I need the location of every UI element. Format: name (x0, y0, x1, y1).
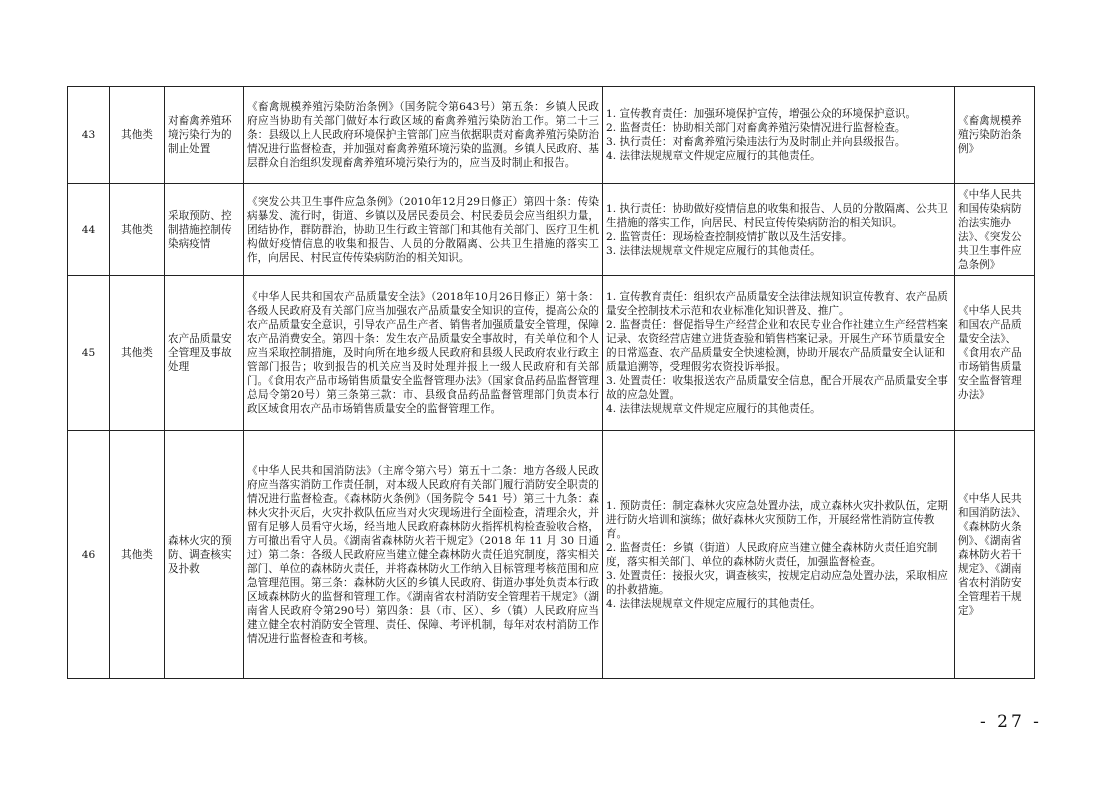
row-legal-basis: 《突发公共卫生事件应急条例》（2010年12月29日修正）第四十条：传染病暴发、流行时，街道、乡镇以及居民委员会、村民委员会应当组织力量，团结协作，群防群治，协助卫生行政主管部门和其他有关部门、医疗卫生机构做好疫情信息的收集和报告、人员的分散隔离、公共卫生措施的落实工作，向居民、村民宣传传染病防治的相关知识。 (244, 184, 603, 276)
table-row (68, 87, 1035, 184)
responsibility-line: 2. 监督责任：协助相关部门对畜禽养殖污染情况进行监督检查。 (606, 122, 906, 134)
row-category: 其他类 (110, 276, 165, 431)
responsibility-line: 1. 执行责任：协助做好疫情信息的收集和报告、人员的分散隔离、公共卫生措施的落实工作，向居民、村民宣传传染病防治的相关知识。 (606, 202, 948, 229)
row-number: 46 (68, 431, 110, 679)
responsibility-line: 3. 处置责任：接报火灾，调查核实，按规定启动应急处置办法，采取相应的扑救措施。 (606, 569, 948, 596)
responsibility-line: 4. 法律法规规章文件规定应履行的其他责任。 (606, 403, 821, 415)
responsibility-line: 2. 监督责任：督促指导生产经营企业和农民专业合作社建立生产经营档案记录、农资经营店建立进货查验和销售档案记录。开展生产环节质量安全的日常巡查、农产品质量安全快速检测，协助开展农产品质量安全认证和质量追溯等，受理假劣农资投诉举报。 (606, 319, 948, 373)
responsibility-line: 1. 宣传教育责任：加强环境保护宣传，增强公众的环境保护意识。 (606, 108, 917, 120)
responsibility-line: 4. 法律法规规章文件规定应履行的其他责任。 (606, 150, 821, 162)
row-responsibilities (603, 276, 955, 431)
row-category: 其他类 (110, 184, 165, 276)
responsibility-line: 2. 监管责任：现场检查控制疫情扩散以及生活安排。 (606, 230, 853, 243)
row-category: 其他类 (110, 87, 165, 184)
responsibility-table (67, 86, 1035, 679)
responsibility-line: 1. 宣传教育责任：组织农产品质量安全法律法规知识宣传教育、农产品质量安全控制技术示范和农业标准化知识普及、推广。 (606, 291, 948, 317)
table-row (68, 431, 1035, 679)
row-reference: 《中华人民共和国传染病防治法实施办法》、《突发公共卫生事件应急条例》 (955, 184, 1035, 276)
responsibility-line: 3. 处置责任：收集报送农产品质量安全信息，配合开展农产品质量安全事故的应急处置。 (606, 375, 948, 401)
row-category: 其他类 (110, 431, 165, 679)
row-item-name: 农产品质量安全管理及事故处理 (165, 276, 244, 431)
row-legal-basis: 《中华人民共和国消防法》（主席令第六号）第五十二条：地方各级人民政府应当落实消防工作责任制，对本级人民政府有关部门履行消防安全职责的情况进行监督检查。《森林防火条例》（国务院令 541 号）第三十九条：森林火灾扑灭后，火灾扑救队伍应当对火灾现场进行全面检查，清理余火，并留有足够人员看守火场，经当地人民政府森林防火指挥机构检查验收合格，方可撤出看守人员。《湖南省森林防火若干规定》（2018 年 11 月 30 日通过）第二条：各级人民政府应当建立健全森林防火责任追究制度，落实相关部门、单位的森林防火责任，并将森林防火工作纳入目标管理考核范围和应急管理范围。第三条：森林防火区的乡镇人民政府、街道办事处负责本行政区域森林防火的监督和管理工作。《湖南省农村消防安全管理若干规定》（湖南省人民政府令第290号）第四条：县（市、区）、乡（镇）人民政府应当建立健全农村消防安全管理、责任、保障、考评机制，每年对农村消防工作情况进行监督检查和考核。 (244, 431, 603, 679)
row-number: 45 (68, 276, 110, 431)
row-reference: 《中华人民共和国农产品质量安全法》、《食用农产品市场销售质量安全监督管理办法》 (955, 276, 1035, 431)
row-item-name: 采取预防、控制措施控制传染病疫情 (165, 184, 244, 276)
row-responsibilities (603, 431, 955, 679)
row-responsibilities (603, 184, 955, 276)
row-number: 43 (68, 87, 110, 184)
responsibility-line: 3. 执行责任：对畜禽养殖污染违法行为及时制止并向县级报告。 (606, 136, 906, 148)
responsibility-line: 2. 监督责任：乡镇（街道）人民政府应当建立健全森林防火责任追究制度，落实相关部门、单位的森林防火责任，加强监督检查。 (606, 541, 938, 568)
page-number: - 27 - (980, 712, 1042, 732)
row-reference: 《畜禽规模养殖污染防治条例》 (955, 87, 1035, 184)
row-legal-basis: 《中华人民共和国农产品质量安全法》（2018年10月26日修正）第十条：各级人民政府及有关部门应当加强农产品质量安全知识的宣传，提高公众的农产品质量安全意识，引导农产品生产者、销售者加强质量安全管理，保障农产品消费安全。第四十条：发生农产品质量安全事故时，有关单位和个人应当采取控制措施，及时向所在地乡级人民政府和县级人民政府农业行政主管部门报告；收到报告的机关应当及时处理并报上一级人民政府和有关部门。《食用农产品市场销售质量安全监督管理办法》（国家食品药品监督管理总局令第20号）第三条第三款：市、县级食品药品监督管理部门负责本行政区域食用农产品市场销售质量安全的监督管理工作。 (244, 276, 603, 431)
row-legal-basis: 《畜禽规模养殖污染防治条例》（国务院令第643号）第五条：乡镇人民政府应当协助有关部门做好本行政区域的畜禽养殖污染防治工作。第二十三条：县级以上人民政府环境保护主管部门应当依据职责对畜禽养殖污染防治情况进行监督检查，并加强对畜禽养殖环境污染的监测。乡镇人民政府、基层群众自治组织发现畜禽养殖环境污染行为的，应当及时制止和报告。 (244, 87, 603, 184)
row-number: 44 (68, 184, 110, 276)
row-item-name: 对畜禽养殖环境污染行为的制止处置 (165, 87, 244, 184)
responsibility-line: 4. 法律法规规章文件规定应履行的其他责任。 (606, 597, 821, 610)
row-responsibilities (603, 87, 955, 184)
responsibility-line: 1. 预防责任：制定森林火灾应急处置办法，成立森林火灾扑救队伍，定期进行防火培训和演练；做好森林火灾预防工作，开展经常性消防宣传教育。 (606, 499, 948, 540)
table-row (68, 184, 1035, 276)
responsibility-line: 3. 法律法规规章文件规定应履行的其他责任。 (606, 244, 821, 257)
row-reference: 《中华人民共和国消防法》、《森林防火条例》、《湖南省森林防火若干规定》、《湖南省农村消防安全管理若干规定》 (955, 431, 1035, 679)
table-row (68, 276, 1035, 431)
row-item-name: 森林火灾的预防、调查核实及扑救 (165, 431, 244, 679)
